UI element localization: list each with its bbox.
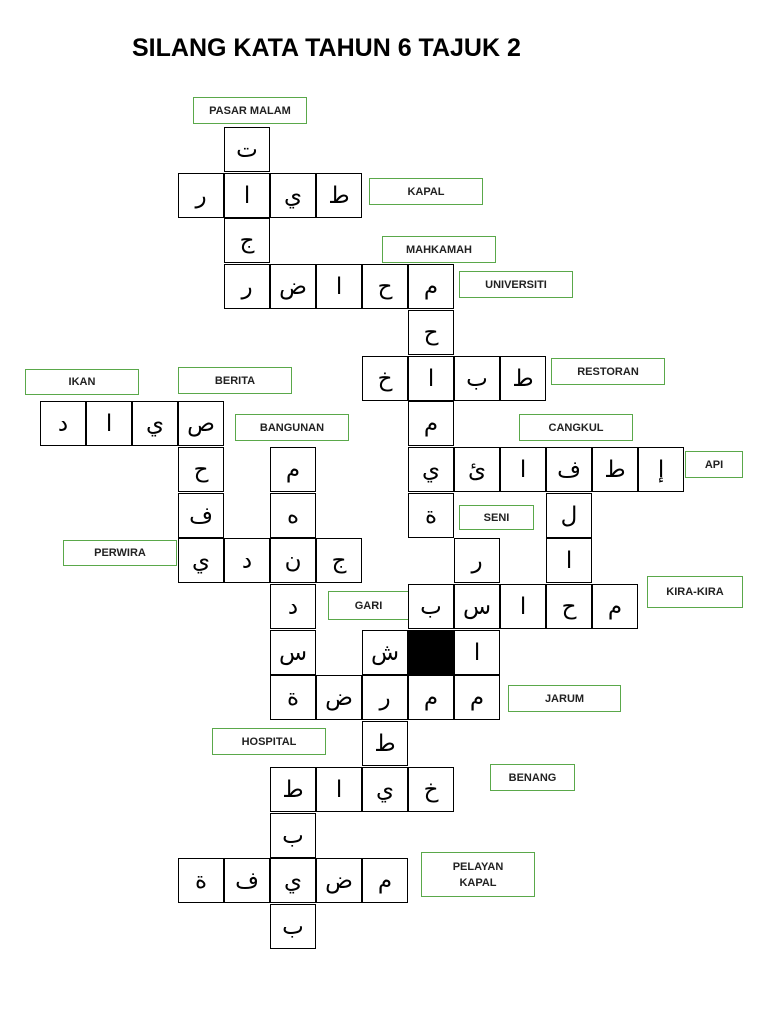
clue-mahkamah: MAHKAMAH — [382, 236, 496, 263]
crossword-cell[interactable]: ا — [316, 767, 362, 812]
crossword-cell[interactable]: ا — [224, 173, 270, 218]
clue-restoran: RESTORAN — [551, 358, 665, 385]
crossword-cell[interactable]: ط — [362, 721, 408, 766]
clue-gari: GARI — [328, 591, 409, 620]
crossword-cell[interactable]: ش — [362, 630, 408, 675]
page-title: SILANG KATA TAHUN 6 TAJUK 2 — [132, 34, 521, 62]
crossword-cell[interactable]: ا — [454, 630, 500, 675]
crossword-cell[interactable]: م — [408, 401, 454, 446]
crossword-cell[interactable]: ر — [454, 538, 500, 583]
crossword-cell[interactable]: ح — [546, 584, 592, 629]
crossword-cell[interactable]: ج — [316, 538, 362, 583]
clue-ikan: IKAN — [25, 369, 139, 395]
crossword-cell[interactable]: ي — [132, 401, 178, 446]
crossword-cell[interactable]: ج — [224, 218, 270, 263]
crossword-cell[interactable]: ا — [546, 538, 592, 583]
crossword-cell[interactable]: م — [408, 675, 454, 720]
crossword-cell[interactable]: س — [454, 584, 500, 629]
crossword-cell[interactable]: ب — [454, 356, 500, 401]
crossword-cell[interactable]: ط — [500, 356, 546, 401]
crossword-cell[interactable]: ي — [362, 767, 408, 812]
clue-jarum: JARUM — [508, 685, 621, 712]
clue-benang: BENANG — [490, 764, 575, 791]
crossword-cell[interactable]: ل — [546, 493, 592, 538]
clue-pasar-malam: PASAR MALAM — [193, 97, 307, 124]
crossword-cell[interactable]: ف — [224, 858, 270, 903]
crossword-cell[interactable]: م — [408, 264, 454, 309]
clue-api: API — [685, 451, 743, 478]
crossword-cell[interactable]: ر — [178, 173, 224, 218]
crossword-cell[interactable]: س — [270, 630, 316, 675]
crossword-cell[interactable]: م — [362, 858, 408, 903]
crossword-cell[interactable]: ن — [270, 538, 316, 583]
crossword-cell[interactable]: ة — [270, 675, 316, 720]
crossword-cell[interactable]: ر — [362, 675, 408, 720]
crossword-cell[interactable]: ئ — [454, 447, 500, 492]
crossword-black-cell — [408, 630, 454, 675]
clue-kira-kira: KIRA-KIRA — [647, 576, 743, 608]
crossword-cell[interactable]: ي — [178, 538, 224, 583]
crossword-cell[interactable]: ة — [408, 493, 454, 538]
clue-universiti: UNIVERSITI — [459, 271, 573, 298]
crossword-cell[interactable]: د — [40, 401, 86, 446]
clue-pelayan-kapal: PELAYAN KAPAL — [421, 852, 535, 897]
crossword-cell[interactable]: ا — [408, 356, 454, 401]
crossword-cell[interactable]: خ — [408, 767, 454, 812]
clue-berita: BERITA — [178, 367, 292, 394]
clue-perwira: PERWIRA — [63, 540, 177, 566]
crossword-cell[interactable]: ض — [316, 675, 362, 720]
crossword-cell[interactable]: ي — [270, 173, 316, 218]
crossword-cell[interactable]: ي — [408, 447, 454, 492]
crossword-cell[interactable]: ف — [546, 447, 592, 492]
crossword-cell[interactable]: ي — [270, 858, 316, 903]
crossword-cell[interactable]: ح — [178, 447, 224, 492]
crossword-cell[interactable]: ب — [408, 584, 454, 629]
crossword-cell[interactable]: م — [270, 447, 316, 492]
crossword-cell[interactable]: ر — [224, 264, 270, 309]
crossword-cell[interactable]: ض — [316, 858, 362, 903]
clue-hospital: HOSPITAL — [212, 728, 326, 755]
crossword-cell[interactable]: م — [592, 584, 638, 629]
crossword-cell[interactable]: ب — [270, 904, 316, 949]
crossword-cell[interactable]: د — [224, 538, 270, 583]
clue-seni: SENI — [459, 505, 534, 530]
crossword-cell[interactable]: ط — [316, 173, 362, 218]
crossword-cell[interactable]: ط — [592, 447, 638, 492]
crossword-cell[interactable]: ح — [362, 264, 408, 309]
crossword-cell[interactable]: ا — [316, 264, 362, 309]
crossword-cell[interactable]: ا — [500, 447, 546, 492]
crossword-cell[interactable]: ب — [270, 813, 316, 858]
crossword-cell[interactable]: م — [454, 675, 500, 720]
crossword-cell[interactable]: ة — [178, 858, 224, 903]
crossword-cell[interactable]: ض — [270, 264, 316, 309]
crossword-cell[interactable]: ط — [270, 767, 316, 812]
crossword-cell[interactable]: ح — [408, 310, 454, 355]
crossword-cell[interactable]: خ — [362, 356, 408, 401]
clue-cangkul: CANGKUL — [519, 414, 633, 441]
clue-bangunan: BANGUNAN — [235, 414, 349, 441]
crossword-cell[interactable]: د — [270, 584, 316, 629]
crossword-cell[interactable]: ا — [500, 584, 546, 629]
crossword-cell[interactable]: ص — [178, 401, 224, 446]
crossword-cell[interactable]: ف — [178, 493, 224, 538]
crossword-cell[interactable]: إ — [638, 447, 684, 492]
crossword-cell[interactable]: ه — [270, 493, 316, 538]
crossword-cell[interactable]: ت — [224, 127, 270, 172]
clue-kapal: KAPAL — [369, 178, 483, 205]
crossword-cell[interactable]: ا — [86, 401, 132, 446]
